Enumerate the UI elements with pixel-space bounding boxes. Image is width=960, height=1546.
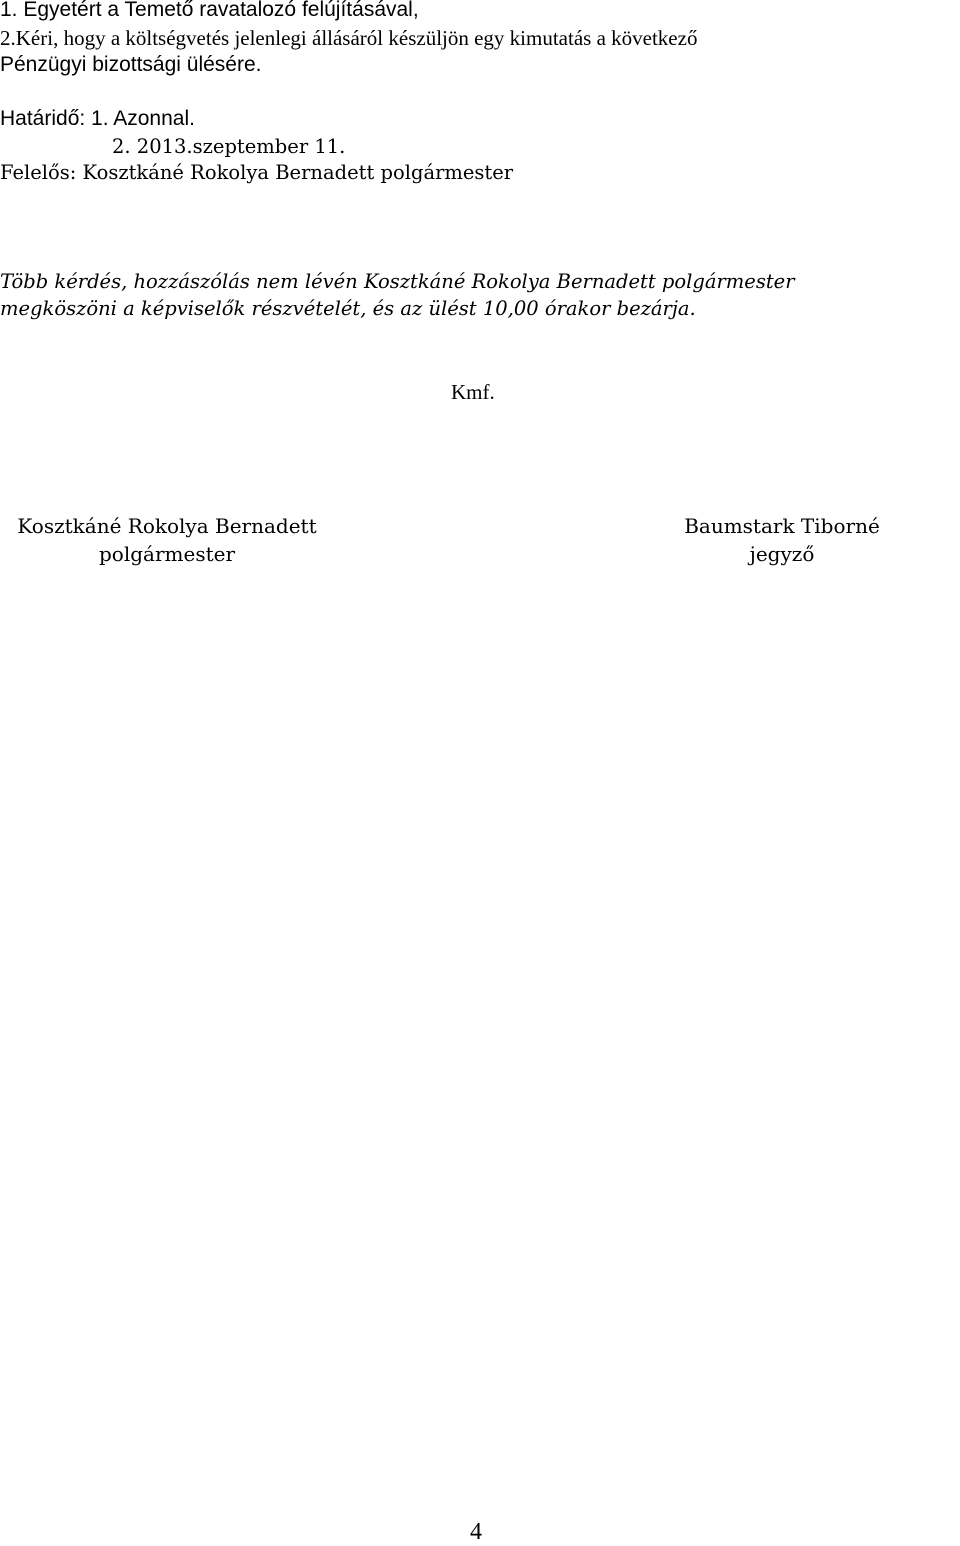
signature-right-title: jegyző [749,542,815,566]
closing-line-2: megköszöni a képviselők részvételét, és az ülést 10,00 órakor bezárja. [0,297,696,320]
decision-item-1: 1. Egyetért a Temető ravatalozó felújításával, [0,0,419,21]
signature-left [0,512,334,568]
decision-item-2: 2.Kéri, hogy a költségvetés jelenlegi állásáról készüljön egy kimutatás a következő [0,26,698,50]
signature-left-name: Kosztkáné Rokolya Bernadett [17,514,317,538]
decision-item-2-continuation: Pénzügyi bizottsági ülésére. [0,53,262,76]
deadline-second-line: 2. 2013.szeptember 11. [112,135,346,158]
signature-right [664,512,900,568]
deadline-line: Határidő: 1. Azonnal. [0,107,195,130]
responsible-line: Felelős: Kosztkáné Rokolya Bernadett polgármester [0,161,514,184]
kmf-label: Kmf. [451,380,495,404]
page-number: 4 [470,1519,482,1545]
signature-left-title: polgármester [98,542,236,566]
signature-right-name: Baumstark Tiborné [684,514,880,538]
closing-line-1: Több kérdés, hozzászólás nem lévén Kosztkáné Rokolya Bernadett polgármester [0,270,795,293]
